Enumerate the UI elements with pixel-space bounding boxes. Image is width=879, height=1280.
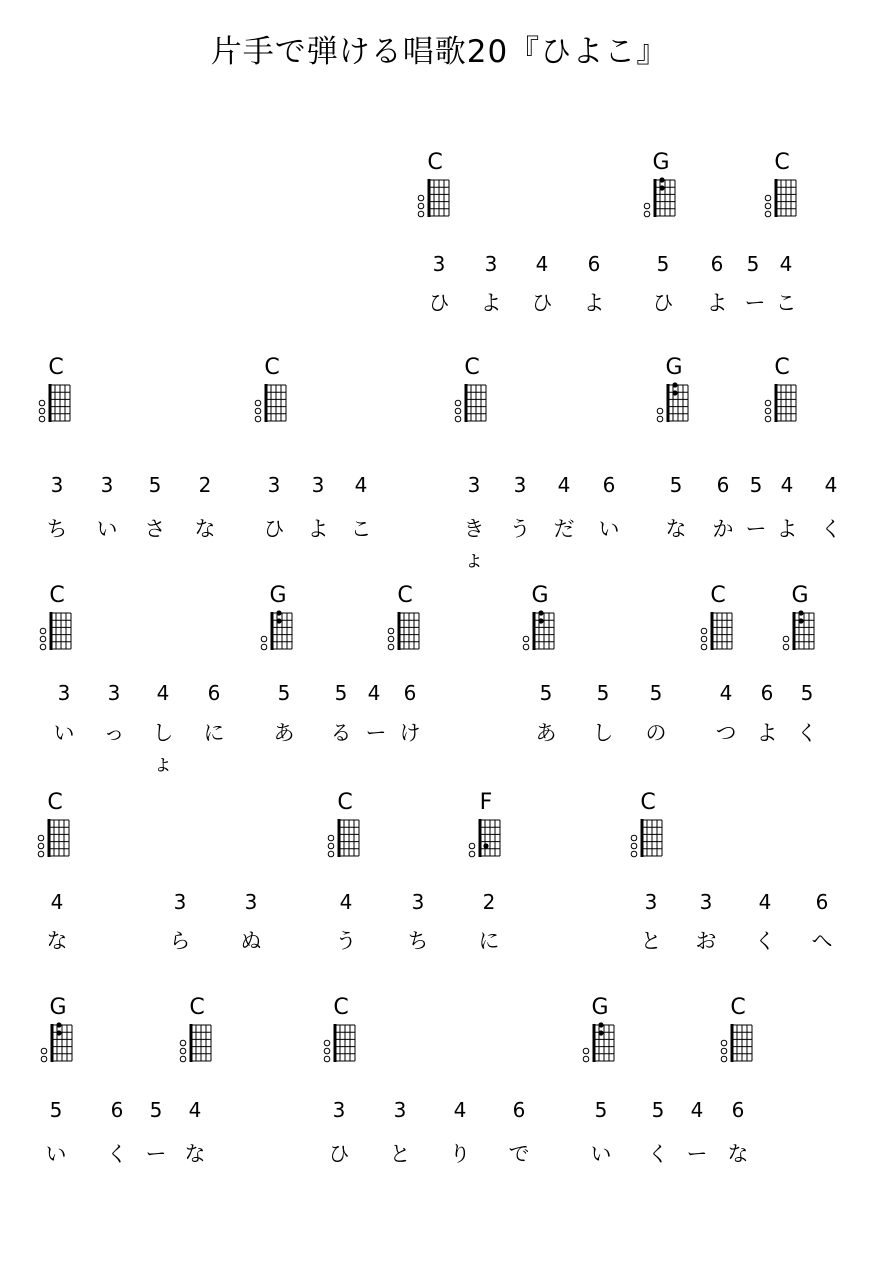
open-string-marker bbox=[261, 644, 267, 650]
open-string-marker bbox=[418, 195, 424, 201]
open-string-marker bbox=[41, 1048, 47, 1054]
lyric-syllable: い bbox=[53, 721, 75, 745]
open-string-marker bbox=[40, 636, 46, 642]
open-string-marker bbox=[255, 416, 261, 422]
lyric-syllable: ひ bbox=[428, 291, 450, 315]
lyric-syllable: い bbox=[590, 1142, 612, 1166]
open-string-marker bbox=[261, 636, 267, 642]
open-string-marker bbox=[657, 408, 663, 414]
fretboard-grid bbox=[759, 379, 805, 427]
finger-dot bbox=[276, 610, 281, 615]
chord-diagram-C bbox=[174, 997, 220, 1069]
fretboard-grid bbox=[249, 379, 295, 427]
open-string-marker bbox=[328, 835, 334, 841]
note-number: 5 bbox=[594, 1098, 608, 1122]
lyric-syllable: う bbox=[509, 517, 531, 541]
note-number: 3 bbox=[699, 890, 713, 914]
open-string-marker bbox=[765, 408, 771, 414]
lyric-syllable: ひ bbox=[531, 291, 553, 315]
chord-diagram-C bbox=[412, 152, 458, 224]
note-number: 4 bbox=[824, 473, 838, 497]
lyric-syllable: ぬ bbox=[240, 929, 262, 953]
note-number: 5 bbox=[800, 681, 814, 705]
fretboard-grid bbox=[759, 174, 805, 222]
open-string-marker bbox=[469, 843, 475, 849]
open-string-marker bbox=[765, 400, 771, 406]
chord-diagram-C bbox=[249, 357, 295, 429]
note-number: 5 bbox=[649, 681, 663, 705]
open-string-marker bbox=[523, 644, 529, 650]
open-string-marker bbox=[328, 843, 334, 849]
open-string-marker bbox=[39, 408, 45, 414]
lyric-syllable: よ bbox=[706, 291, 728, 315]
open-string-marker bbox=[180, 1048, 186, 1054]
note-number: 5 bbox=[656, 252, 670, 276]
chord-name: C bbox=[47, 790, 63, 815]
chord-diagram-G bbox=[638, 152, 684, 224]
note-number: 4 bbox=[758, 890, 772, 914]
lyric-syllable: し bbox=[592, 721, 614, 745]
lyric-syllable: く bbox=[647, 1142, 669, 1166]
chord-diagram-F bbox=[463, 792, 509, 864]
chord-diagram-G bbox=[577, 997, 623, 1069]
note-number: 3 bbox=[107, 681, 121, 705]
finger-dot bbox=[672, 382, 677, 387]
open-string-marker bbox=[455, 408, 461, 414]
note-number: 5 bbox=[749, 473, 763, 497]
note-number: 5 bbox=[746, 252, 760, 276]
lyric-syllable: に bbox=[478, 929, 500, 953]
fretboard-grid bbox=[35, 1019, 81, 1067]
open-string-marker bbox=[40, 644, 46, 650]
chord-diagram-G bbox=[35, 997, 81, 1069]
lyric-syllable: い bbox=[45, 1142, 67, 1166]
lyric-syllable: な bbox=[184, 1142, 206, 1166]
note-number: 4 bbox=[535, 252, 549, 276]
chord-diagram-C bbox=[33, 357, 79, 429]
note-number: 3 bbox=[267, 473, 281, 497]
lyric-syllable: な bbox=[194, 517, 216, 541]
fretboard-grid bbox=[449, 379, 495, 427]
note-number: 4 bbox=[367, 681, 381, 705]
lyric-syllable: ー bbox=[744, 291, 766, 315]
chord-diagram-G bbox=[517, 585, 563, 657]
chord-diagram-C bbox=[625, 792, 671, 864]
open-string-marker bbox=[657, 416, 663, 422]
open-string-marker bbox=[701, 636, 707, 642]
note-number: 5 bbox=[539, 681, 553, 705]
note-number: 5 bbox=[596, 681, 610, 705]
open-string-marker bbox=[644, 203, 650, 209]
lyric-syllable: ー bbox=[365, 721, 387, 745]
note-number: 4 bbox=[779, 252, 793, 276]
lyric-syllable: け bbox=[399, 721, 421, 745]
chord-name: C bbox=[640, 790, 656, 815]
note-number: 4 bbox=[339, 890, 353, 914]
fretboard-grid bbox=[318, 1019, 364, 1067]
chord-name: C bbox=[774, 355, 790, 380]
note-number: 5 bbox=[651, 1098, 665, 1122]
open-string-marker bbox=[455, 416, 461, 422]
lyric-syllable: く bbox=[820, 517, 842, 541]
open-string-marker bbox=[701, 644, 707, 650]
chord-name: G bbox=[269, 583, 287, 608]
open-string-marker bbox=[765, 203, 771, 209]
finger-dot bbox=[659, 185, 664, 190]
open-string-marker bbox=[255, 408, 261, 414]
note-number: 6 bbox=[731, 1098, 745, 1122]
chord-name: C bbox=[264, 355, 280, 380]
note-number: 5 bbox=[669, 473, 683, 497]
note-number: 3 bbox=[393, 1098, 407, 1122]
lyric-syllable: こ bbox=[775, 291, 797, 315]
note-number: 3 bbox=[513, 473, 527, 497]
chord-name: C bbox=[464, 355, 480, 380]
chord-name: C bbox=[48, 355, 64, 380]
lyric-syllable: ー bbox=[745, 517, 767, 541]
note-number: 4 bbox=[719, 681, 733, 705]
note-number: 3 bbox=[411, 890, 425, 914]
note-number: 4 bbox=[557, 473, 571, 497]
chord-name: G bbox=[531, 583, 549, 608]
lyric-syllable: へ bbox=[811, 929, 833, 953]
open-string-marker bbox=[469, 851, 475, 857]
open-string-marker bbox=[765, 416, 771, 422]
chord-diagram-C bbox=[759, 152, 805, 224]
lyric-syllable: な bbox=[665, 517, 687, 541]
note-number: 5 bbox=[149, 1098, 163, 1122]
note-number: 6 bbox=[587, 252, 601, 276]
open-string-marker bbox=[388, 644, 394, 650]
lyric-syllable: ひ bbox=[328, 1142, 350, 1166]
fretboard-grid bbox=[412, 174, 458, 222]
chord-diagram-C bbox=[759, 357, 805, 429]
finger-dot bbox=[598, 1022, 603, 1027]
open-string-marker bbox=[180, 1040, 186, 1046]
lyric-syllable: こ bbox=[350, 517, 372, 541]
chord-name: C bbox=[710, 583, 726, 608]
finger-dot bbox=[659, 177, 664, 182]
open-string-marker bbox=[631, 843, 637, 849]
open-string-marker bbox=[324, 1056, 330, 1062]
open-string-marker bbox=[783, 636, 789, 642]
chord-diagram-C bbox=[34, 585, 80, 657]
note-number: 6 bbox=[602, 473, 616, 497]
open-string-marker bbox=[38, 843, 44, 849]
open-string-marker bbox=[701, 628, 707, 634]
finger-dot bbox=[56, 1022, 61, 1027]
note-number: 3 bbox=[467, 473, 481, 497]
fretboard-grid bbox=[577, 1019, 623, 1067]
fretboard-grid bbox=[517, 607, 563, 655]
fretboard-grid bbox=[174, 1019, 220, 1067]
note-number: 2 bbox=[198, 473, 212, 497]
lyric-syllable: ち bbox=[46, 517, 68, 541]
note-number: 6 bbox=[207, 681, 221, 705]
chord-diagram-G bbox=[777, 585, 823, 657]
lyric-syllable: だ bbox=[553, 517, 575, 541]
chord-name: G bbox=[652, 150, 670, 175]
lyric-syllable: ー bbox=[145, 1142, 167, 1166]
chord-name: C bbox=[774, 150, 790, 175]
open-string-marker bbox=[38, 835, 44, 841]
lyric-syllable: な bbox=[727, 1142, 749, 1166]
note-number: 3 bbox=[311, 473, 325, 497]
note-number: 6 bbox=[815, 890, 829, 914]
lyric-syllable: よ bbox=[583, 291, 605, 315]
open-string-marker bbox=[38, 851, 44, 857]
note-number: 5 bbox=[148, 473, 162, 497]
lyric-syllable: か bbox=[712, 517, 734, 541]
chord-name: C bbox=[333, 995, 349, 1020]
finger-dot bbox=[483, 843, 488, 848]
fretboard-grid bbox=[33, 379, 79, 427]
chord-name: G bbox=[591, 995, 609, 1020]
open-string-marker bbox=[324, 1048, 330, 1054]
note-number: 3 bbox=[173, 890, 187, 914]
finger-dot bbox=[538, 618, 543, 623]
lyric-syllable: と bbox=[640, 929, 662, 953]
lyric-syllable: る bbox=[330, 721, 352, 745]
open-string-marker bbox=[455, 400, 461, 406]
finger-dot bbox=[798, 618, 803, 623]
note-number: 6 bbox=[110, 1098, 124, 1122]
lyric-syllable: と bbox=[389, 1142, 411, 1166]
open-string-marker bbox=[583, 1048, 589, 1054]
note-number: 6 bbox=[760, 681, 774, 705]
lyric-syllable: つ bbox=[715, 721, 737, 745]
fretboard-grid bbox=[638, 174, 684, 222]
open-string-marker bbox=[324, 1040, 330, 1046]
fretboard-grid bbox=[34, 607, 80, 655]
note-number: 3 bbox=[100, 473, 114, 497]
note-number: 6 bbox=[716, 473, 730, 497]
lyric-syllable: っ bbox=[103, 721, 125, 745]
lyric-syllable: よ bbox=[756, 721, 778, 745]
chord-name: C bbox=[189, 995, 205, 1020]
note-number: 3 bbox=[644, 890, 658, 914]
open-string-marker bbox=[388, 636, 394, 642]
fretboard-grid bbox=[777, 607, 823, 655]
open-string-marker bbox=[721, 1040, 727, 1046]
chord-name: G bbox=[791, 583, 809, 608]
lyric-syllable: の bbox=[645, 721, 667, 745]
lyric-syllable: さ bbox=[144, 517, 166, 541]
lyric-syllable: あ bbox=[273, 721, 295, 745]
fretboard-grid bbox=[463, 814, 509, 862]
lyric-syllable: ち bbox=[407, 929, 429, 953]
lyric-syllable: きょ bbox=[463, 517, 485, 571]
chord-diagram-C bbox=[715, 997, 761, 1069]
open-string-marker bbox=[583, 1056, 589, 1062]
open-string-marker bbox=[783, 644, 789, 650]
note-number: 5 bbox=[49, 1098, 63, 1122]
open-string-marker bbox=[631, 851, 637, 857]
finger-dot bbox=[798, 610, 803, 615]
finger-dot bbox=[276, 618, 281, 623]
note-number: 4 bbox=[354, 473, 368, 497]
finger-dot bbox=[538, 610, 543, 615]
lyric-syllable: ひ bbox=[652, 291, 674, 315]
lyric-syllable: ー bbox=[686, 1142, 708, 1166]
open-string-marker bbox=[180, 1056, 186, 1062]
lyric-syllable: く bbox=[106, 1142, 128, 1166]
lyric-syllable: よ bbox=[776, 517, 798, 541]
note-number: 3 bbox=[244, 890, 258, 914]
lyric-syllable: い bbox=[598, 517, 620, 541]
finger-dot bbox=[598, 1030, 603, 1035]
fretboard-grid bbox=[382, 607, 428, 655]
chord-name: C bbox=[427, 150, 443, 175]
note-number: 3 bbox=[50, 473, 64, 497]
chord-name: C bbox=[730, 995, 746, 1020]
page-title: 片手で弾ける唱歌20『ひよこ』 bbox=[210, 34, 669, 70]
lyric-syllable: よ bbox=[307, 517, 329, 541]
chord-name: C bbox=[49, 583, 65, 608]
chord-diagram-C bbox=[382, 585, 428, 657]
note-number: 5 bbox=[334, 681, 348, 705]
note-number: 3 bbox=[57, 681, 71, 705]
lyric-syllable: ひ bbox=[263, 517, 285, 541]
note-number: 4 bbox=[453, 1098, 467, 1122]
lyric-syllable: く bbox=[754, 929, 776, 953]
chord-diagram-C bbox=[318, 997, 364, 1069]
fretboard-grid bbox=[651, 379, 697, 427]
open-string-marker bbox=[765, 211, 771, 217]
finger-dot bbox=[56, 1030, 61, 1035]
note-number: 5 bbox=[277, 681, 291, 705]
lyric-syllable: く bbox=[796, 721, 818, 745]
lyric-syllable: よ bbox=[480, 291, 502, 315]
chord-name: G bbox=[665, 355, 683, 380]
fretboard-grid bbox=[255, 607, 301, 655]
open-string-marker bbox=[328, 851, 334, 857]
chord-diagram-G bbox=[651, 357, 697, 429]
note-number: 6 bbox=[710, 252, 724, 276]
open-string-marker bbox=[418, 211, 424, 217]
lyric-syllable: う bbox=[335, 929, 357, 953]
chord-diagram-G bbox=[255, 585, 301, 657]
note-number: 4 bbox=[156, 681, 170, 705]
open-string-marker bbox=[721, 1048, 727, 1054]
chord-name: C bbox=[337, 790, 353, 815]
note-number: 3 bbox=[484, 252, 498, 276]
lyric-syllable: で bbox=[508, 1142, 530, 1166]
open-string-marker bbox=[388, 628, 394, 634]
note-number: 6 bbox=[403, 681, 417, 705]
lyric-syllable: お bbox=[695, 929, 717, 953]
open-string-marker bbox=[765, 195, 771, 201]
lyric-syllable: ら bbox=[169, 929, 191, 953]
note-number: 4 bbox=[188, 1098, 202, 1122]
open-string-marker bbox=[631, 835, 637, 841]
open-string-marker bbox=[523, 636, 529, 642]
note-number: 4 bbox=[690, 1098, 704, 1122]
open-string-marker bbox=[644, 211, 650, 217]
lyric-syllable: り bbox=[449, 1142, 471, 1166]
fretboard-grid bbox=[32, 814, 78, 862]
chord-diagram-C bbox=[32, 792, 78, 864]
finger-dot bbox=[672, 390, 677, 395]
fretboard-grid bbox=[695, 607, 741, 655]
note-number: 3 bbox=[332, 1098, 346, 1122]
fretboard-grid bbox=[322, 814, 368, 862]
open-string-marker bbox=[418, 203, 424, 209]
open-string-marker bbox=[39, 400, 45, 406]
lyric-syllable: あ bbox=[535, 721, 557, 745]
lyric-syllable: しょ bbox=[152, 721, 174, 775]
chord-name: G bbox=[49, 995, 67, 1020]
chord-name: C bbox=[397, 583, 413, 608]
open-string-marker bbox=[721, 1056, 727, 1062]
open-string-marker bbox=[40, 628, 46, 634]
note-number: 4 bbox=[780, 473, 794, 497]
note-number: 4 bbox=[50, 890, 64, 914]
fretboard-grid bbox=[715, 1019, 761, 1067]
lyric-syllable: に bbox=[203, 721, 225, 745]
open-string-marker bbox=[41, 1056, 47, 1062]
fretboard-grid bbox=[625, 814, 671, 862]
chord-name: F bbox=[479, 790, 493, 815]
chord-diagram-C bbox=[449, 357, 495, 429]
open-string-marker bbox=[39, 416, 45, 422]
note-number: 2 bbox=[482, 890, 496, 914]
open-string-marker bbox=[255, 400, 261, 406]
chord-diagram-C bbox=[695, 585, 741, 657]
note-number: 6 bbox=[512, 1098, 526, 1122]
lyric-syllable: な bbox=[46, 929, 68, 953]
lyric-syllable: い bbox=[96, 517, 118, 541]
chord-diagram-C bbox=[322, 792, 368, 864]
note-number: 3 bbox=[432, 252, 446, 276]
